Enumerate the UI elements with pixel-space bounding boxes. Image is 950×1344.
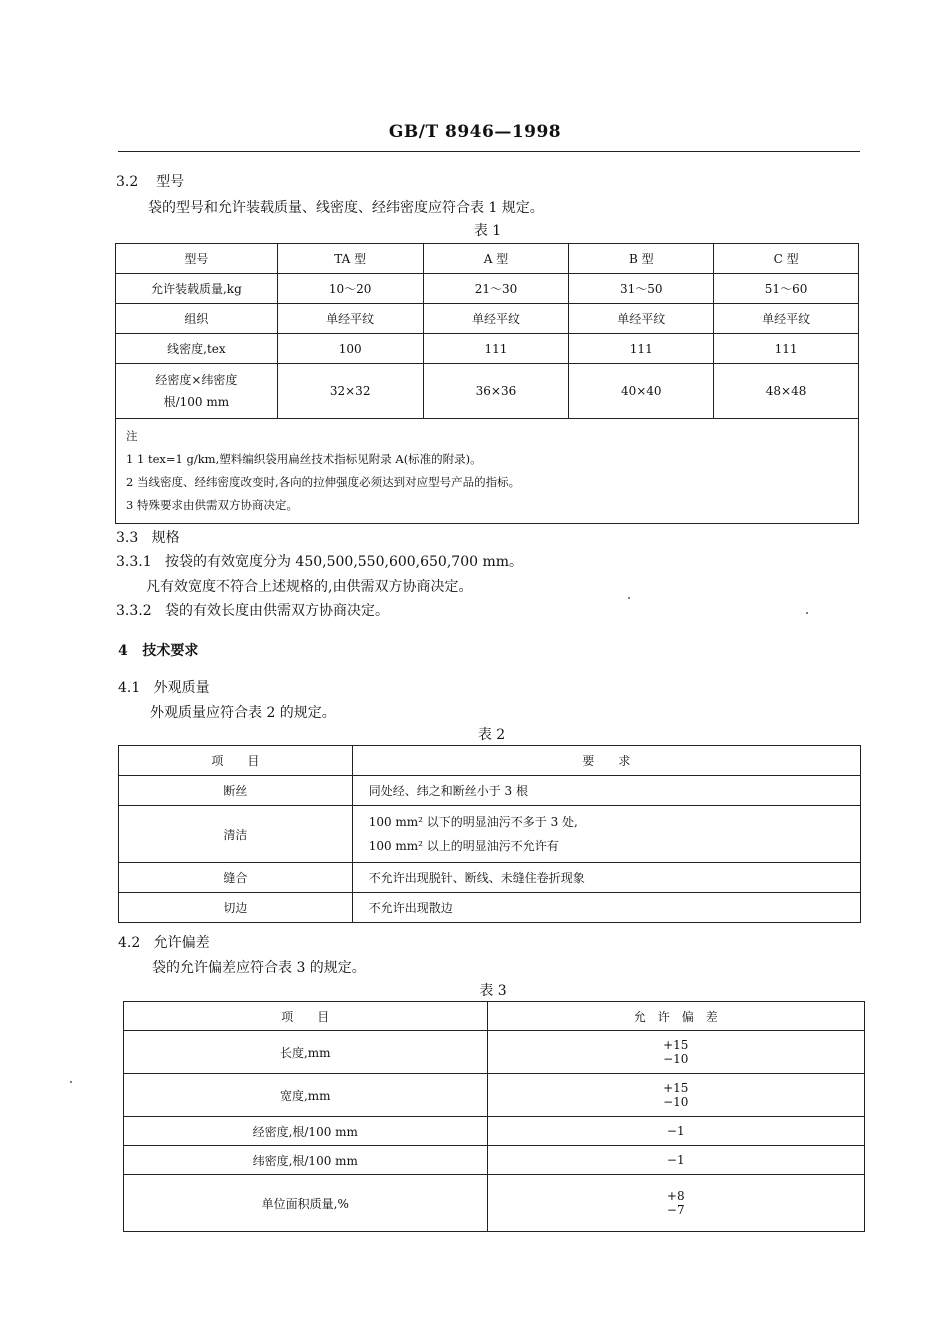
section-number: 3.3.2 bbox=[116, 603, 152, 619]
standard-header: GB/T 8946—1998 bbox=[388, 122, 562, 142]
table-cell: 111 bbox=[569, 334, 714, 364]
notes-title: 注 bbox=[126, 429, 138, 443]
section-text: 按袋的有效宽度分为 450,500,550,600,650,700 mm。 bbox=[164, 554, 524, 570]
table-row bbox=[119, 806, 861, 863]
cell-line: 100 mm² 以上的明显油污不允许有 bbox=[368, 839, 559, 853]
tolerance-cell: −1 bbox=[487, 1146, 864, 1175]
table-cell: 31～50 bbox=[569, 274, 714, 304]
section-3-3-1 bbox=[116, 551, 523, 571]
row-label: 纬密度,根/100 mm bbox=[124, 1146, 488, 1175]
row-label: 长度,mm bbox=[124, 1031, 488, 1074]
header-cell: C 型 bbox=[714, 244, 859, 274]
table-row bbox=[124, 1175, 865, 1232]
table-cell: 单经平纹 bbox=[423, 304, 569, 334]
tolerance-upper: +15 bbox=[663, 1081, 689, 1095]
row-label bbox=[116, 364, 278, 419]
note-item: 1 1 tex=1 g/km,塑料编织袋用扁丝技术指标见附录 A(标准的附录)。 bbox=[126, 452, 482, 466]
tolerance-cell bbox=[487, 1175, 864, 1232]
section-4-heading bbox=[118, 640, 198, 660]
section-3-3-2 bbox=[116, 600, 389, 620]
table-cell: 21～30 bbox=[423, 274, 569, 304]
table-notes bbox=[116, 419, 859, 524]
table-cell: 不允许出现散边 bbox=[352, 893, 860, 923]
note-item: 3 特殊要求由供需双方协商决定。 bbox=[126, 498, 298, 512]
table-cell: 111 bbox=[423, 334, 569, 364]
table-cell: 40×40 bbox=[569, 364, 714, 419]
section-number: 3.3 bbox=[116, 530, 139, 546]
cell-line: 100 mm² 以下的明显油污不多于 3 处, bbox=[368, 815, 578, 829]
density-label-line-2: 根/100 mm bbox=[163, 395, 230, 409]
table-notes-row bbox=[116, 419, 859, 524]
tolerance-cell bbox=[487, 1031, 864, 1074]
table-1-caption: 表 1 bbox=[473, 223, 502, 239]
section-title: 允许偏差 bbox=[153, 935, 210, 951]
table-cell: 51～60 bbox=[714, 274, 859, 304]
table-row bbox=[116, 364, 859, 419]
table-2 bbox=[118, 745, 861, 923]
table-cell bbox=[352, 806, 860, 863]
section-4-1-heading bbox=[118, 677, 210, 697]
tolerance-upper: +8 bbox=[666, 1189, 685, 1203]
row-label: 切边 bbox=[119, 893, 353, 923]
table-2-caption: 表 2 bbox=[477, 727, 506, 743]
tolerance-lower: −7 bbox=[666, 1203, 685, 1217]
tolerance-upper: +15 bbox=[663, 1038, 689, 1052]
section-title: 外观质量 bbox=[153, 680, 210, 696]
table-1 bbox=[115, 243, 859, 524]
table-row bbox=[124, 1117, 865, 1146]
row-label: 线密度,tex bbox=[116, 334, 278, 364]
section-4-1-text: 外观质量应符合表 2 的规定。 bbox=[150, 705, 336, 721]
table-row bbox=[119, 893, 861, 923]
scan-speck bbox=[628, 597, 630, 599]
table-cell: 111 bbox=[714, 334, 859, 364]
scan-speck bbox=[806, 612, 808, 614]
table-row bbox=[119, 776, 861, 806]
table-row bbox=[124, 1146, 865, 1175]
section-title: 型号 bbox=[156, 174, 185, 190]
section-number: 4 bbox=[118, 643, 128, 659]
table-cell: 单经平纹 bbox=[569, 304, 714, 334]
note-item: 2 当线密度、经纬密度改变时,各向的拉伸强度必须达到对应型号产品的指标。 bbox=[126, 475, 521, 489]
header-cell: 型号 bbox=[116, 244, 278, 274]
row-label: 宽度,mm bbox=[124, 1074, 488, 1117]
header-cell: 项 目 bbox=[119, 746, 353, 776]
row-label: 组织 bbox=[116, 304, 278, 334]
section-title: 规格 bbox=[151, 530, 180, 546]
row-label: 清洁 bbox=[119, 806, 353, 863]
table-header-row bbox=[119, 746, 861, 776]
header-cell: 允 许 偏 差 bbox=[487, 1002, 864, 1031]
section-3-3-1-extra: 凡有效宽度不符合上述规格的,由供需双方协商决定。 bbox=[146, 579, 473, 595]
row-label: 缝合 bbox=[119, 863, 353, 893]
section-title: 技术要求 bbox=[142, 643, 199, 659]
section-number: 3.2 bbox=[116, 174, 139, 190]
table-cell: 不允许出现脱针、断线、未缝住卷折现象 bbox=[352, 863, 860, 893]
section-number: 4.1 bbox=[118, 680, 141, 696]
table-cell: 36×36 bbox=[423, 364, 569, 419]
table-cell: 单经平纹 bbox=[277, 304, 423, 334]
tolerance-cell: −1 bbox=[487, 1117, 864, 1146]
row-label: 单位面积质量,% bbox=[124, 1175, 488, 1232]
table-row bbox=[124, 1074, 865, 1117]
section-4-2-heading bbox=[118, 932, 210, 952]
section-3-2-heading bbox=[116, 171, 184, 191]
section-4-2-text: 袋的允许偏差应符合表 3 的规定。 bbox=[152, 960, 366, 976]
table-header-row bbox=[124, 1002, 865, 1031]
table-cell: 100 bbox=[277, 334, 423, 364]
density-label-line-1: 经密度×纬密度 bbox=[155, 373, 238, 387]
table-row bbox=[116, 304, 859, 334]
tolerance-cell bbox=[487, 1074, 864, 1117]
section-number: 3.3.1 bbox=[116, 554, 152, 570]
row-label: 经密度,根/100 mm bbox=[124, 1117, 488, 1146]
header-cell: 要 求 bbox=[352, 746, 860, 776]
table-cell: 32×32 bbox=[277, 364, 423, 419]
tolerance-lower: −10 bbox=[663, 1052, 689, 1066]
header-cell: B 型 bbox=[569, 244, 714, 274]
table-row bbox=[116, 334, 859, 364]
table-3 bbox=[123, 1001, 865, 1232]
header-cell: A 型 bbox=[423, 244, 569, 274]
scan-speck bbox=[70, 1081, 72, 1083]
header-cell: TA 型 bbox=[277, 244, 423, 274]
section-number: 4.2 bbox=[118, 935, 141, 951]
table-3-caption: 表 3 bbox=[479, 983, 507, 999]
table-row bbox=[124, 1031, 865, 1074]
table-cell: 同处经、纬之和断丝小于 3 根 bbox=[352, 776, 860, 806]
row-label: 断丝 bbox=[119, 776, 353, 806]
section-3-3-heading bbox=[116, 527, 180, 547]
section-3-2-text: 袋的型号和允许装载质量、线密度、经纬密度应符合表 1 规定。 bbox=[148, 200, 544, 216]
header-cell: 项 目 bbox=[124, 1002, 488, 1031]
row-label: 允许装载质量,kg bbox=[116, 274, 278, 304]
table-row bbox=[119, 863, 861, 893]
table-cell: 48×48 bbox=[714, 364, 859, 419]
table-row bbox=[116, 274, 859, 304]
header-rule bbox=[118, 151, 860, 152]
table-header-row bbox=[116, 244, 859, 274]
section-text: 袋的有效长度由供需双方协商决定。 bbox=[164, 603, 389, 619]
table-cell: 单经平纹 bbox=[714, 304, 859, 334]
table-cell: 10～20 bbox=[277, 274, 423, 304]
tolerance-lower: −10 bbox=[663, 1095, 689, 1109]
